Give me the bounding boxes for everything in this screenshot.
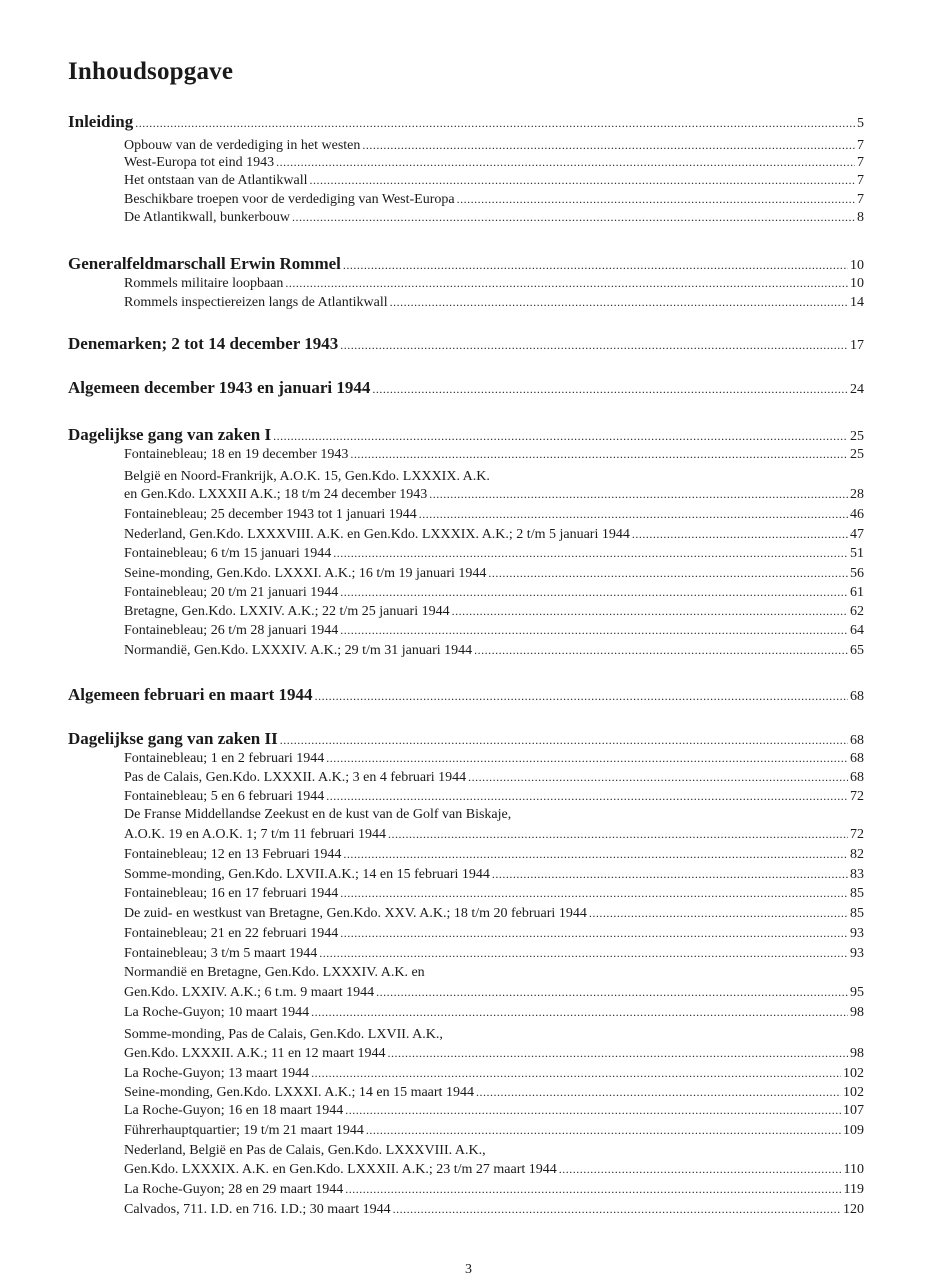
toc-entry-label: Pas de Calais, Gen.Kdo. LXXXII. A.K.; 3 en 4 februari 1944: [124, 770, 467, 785]
toc-entry-page: 7: [857, 192, 864, 207]
toc-entry: [124, 926, 864, 942]
dot-leader: [350, 447, 848, 462]
toc-entry: [124, 1103, 864, 1119]
toc-entry-label: De zuid- en westkust van Bretagne, Gen.Kdo. XXV. A.K.; 18 t/m 20 februari 1944: [124, 906, 587, 921]
toc-entry-page: 68: [850, 689, 864, 704]
toc-entry-page: 64: [850, 623, 864, 638]
toc-entry: [124, 985, 864, 1001]
dot-leader: [376, 985, 848, 1000]
dot-leader: [343, 847, 848, 862]
dot-leader: [345, 1182, 841, 1197]
toc-entry-label: en Gen.Kdo. LXXXII A.K.; 18 t/m 24 december 1943: [124, 487, 428, 502]
toc-entry: [124, 192, 864, 208]
toc-entry-page: 85: [850, 886, 864, 901]
toc-entry: [124, 643, 864, 659]
toc-entry-label: Seine-monding, Gen.Kdo. LXXXI. A.K.; 14 en 15 maart 1944: [124, 1085, 474, 1100]
dot-leader: [326, 751, 848, 766]
dot-leader: [285, 276, 848, 291]
toc-entry-label: Inleiding: [68, 112, 134, 131]
toc-entry-page: 14: [850, 295, 864, 310]
dot-leader: [340, 926, 848, 941]
toc-entry: [124, 807, 864, 823]
toc-entry-page: 120: [843, 1202, 864, 1217]
toc-entry-page: 7: [857, 173, 864, 188]
dot-leader: [388, 1046, 848, 1061]
toc-section-entry: [68, 378, 864, 398]
toc-entry-label: Fontainebleau; 25 december 1943 tot 1 januari 1944: [124, 507, 417, 522]
toc-entry-label: Fontainebleau; 3 t/m 5 maart 1944: [124, 946, 318, 961]
toc-entry-label: Fontainebleau; 21 en 22 februari 1944: [124, 926, 339, 941]
dot-leader: [319, 946, 848, 961]
toc-entry: [124, 546, 864, 562]
toc-entry-page: 107: [843, 1103, 864, 1118]
dot-leader: [393, 1202, 841, 1217]
toc-entry: [124, 1182, 864, 1198]
toc-entry-label: Gen.Kdo. LXXXIX. A.K. en Gen.Kdo. LXXXII. A.K.; 23 t/m 27 maart 1944: [124, 1162, 557, 1177]
toc-entry-label: Fontainebleau; 5 en 6 februari 1944: [124, 789, 325, 804]
toc-entry: [124, 295, 864, 311]
toc-entry-label: De Atlantikwall, bunkerbouw: [124, 210, 291, 225]
toc-entry: [124, 566, 864, 582]
toc-entry: [124, 1202, 864, 1218]
toc-entry-label: Nederland, Gen.Kdo. LXXXVIII. A.K. en Gen.Kdo. LXXXIX. A.K.; 2 t/m 5 januari 1944: [124, 527, 630, 542]
toc-entry-label: Fontainebleau; 20 t/m 21 januari 1944: [124, 585, 339, 600]
toc-section-entry: [68, 254, 864, 274]
toc-entry-label: Seine-monding, Gen.Kdo. LXXXI. A.K.; 16 t/m 19 januari 1944: [124, 566, 487, 581]
dot-leader: [388, 827, 848, 842]
toc-section-entry: [68, 685, 864, 705]
dot-leader: [468, 770, 848, 785]
toc-entry-page: 17: [850, 338, 864, 353]
toc-entry-page: 95: [850, 985, 864, 1000]
toc-entry-page: 61: [850, 585, 864, 600]
toc-entry-page: 46: [850, 507, 864, 522]
dot-leader: [452, 604, 848, 619]
toc-entry-label: België en Noord-Frankrijk, A.O.K. 15, Gen.Kdo. LXXXIX. A.K.: [124, 469, 490, 484]
dot-leader: [429, 487, 848, 502]
toc-entry-page: 93: [850, 926, 864, 941]
dot-leader: [273, 429, 848, 444]
toc-entry-page: 7: [857, 138, 864, 153]
toc-entry-label: Bretagne, Gen.Kdo. LXXIV. A.K.; 22 t/m 25 januari 1944: [124, 604, 450, 619]
toc-entry-label: Generalfeldmarschall Erwin Rommel: [68, 254, 341, 273]
toc-section-entry: [68, 729, 864, 749]
toc-entry-label: Normandië, Gen.Kdo. LXXXIV. A.K.; 29 t/m 31 januari 1944: [124, 643, 473, 658]
toc-entry: [124, 1005, 864, 1021]
toc-entry-label: Het ontstaan van de Atlantikwall: [124, 173, 308, 188]
toc-entry: [124, 1143, 864, 1159]
dot-leader: [345, 1103, 841, 1118]
toc-entry: [124, 447, 864, 463]
toc-entry: [124, 469, 864, 485]
dot-leader: [343, 258, 848, 273]
toc-entry-label: Algemeen december 1943 en januari 1944: [68, 378, 371, 397]
toc-entry-label: Normandië en Bretagne, Gen.Kdo. LXXXIV. A.K. en: [124, 965, 425, 980]
toc-entry: [124, 276, 864, 292]
toc-entry-page: 68: [850, 733, 864, 748]
dot-leader: [311, 1005, 848, 1020]
dot-leader: [492, 867, 848, 882]
dot-leader: [276, 155, 855, 170]
toc-entry: [124, 886, 864, 902]
toc-entry: [124, 527, 864, 543]
dot-leader: [333, 546, 848, 561]
toc-entry-page: 5: [857, 116, 864, 131]
toc-entry-page: 8: [857, 210, 864, 225]
dot-leader: [340, 585, 848, 600]
toc-entry-label: Dagelijkse gang van zaken II: [68, 729, 278, 748]
toc-entry-page: 25: [850, 447, 864, 462]
toc-entry-label: Dagelijkse gang van zaken I: [68, 425, 272, 444]
dot-leader: [457, 192, 855, 207]
toc-entry-label: Gen.Kdo. LXXIV. A.K.; 6 t.m. 9 maart 1944: [124, 985, 375, 1000]
toc-entry-page: 83: [850, 867, 864, 882]
dot-leader: [135, 116, 855, 131]
toc-entry-label: Calvados, 711. I.D. en 716. I.D.; 30 maart 1944: [124, 1202, 391, 1217]
toc-entry: [124, 946, 864, 962]
toc-entry-label: La Roche-Guyon; 16 en 18 maart 1944: [124, 1103, 344, 1118]
toc-entry: [124, 507, 864, 523]
toc-entry-page: 110: [843, 1162, 864, 1177]
toc-entry-page: 62: [850, 604, 864, 619]
toc-entry-page: 56: [850, 566, 864, 581]
toc-entry-page: 72: [850, 789, 864, 804]
toc-entry-page: 102: [843, 1066, 864, 1081]
toc-entry-page: 93: [850, 946, 864, 961]
toc-entry-page: 102: [843, 1085, 864, 1100]
dot-leader: [340, 338, 848, 353]
toc-entry: [124, 210, 864, 226]
toc-entry: [124, 1046, 864, 1062]
dot-leader: [419, 507, 848, 522]
toc-entry-page: 68: [850, 770, 864, 785]
toc-entry-label: La Roche-Guyon; 10 maart 1944: [124, 1005, 310, 1020]
toc-entry: [124, 138, 864, 154]
toc-entry-label: Algemeen februari en maart 1944: [68, 685, 313, 704]
dot-leader: [340, 623, 848, 638]
dot-leader: [326, 789, 848, 804]
toc-entry-page: 47: [850, 527, 864, 542]
toc-entry: [124, 867, 864, 883]
toc-entry-page: 68: [850, 751, 864, 766]
toc-section-entry: [68, 112, 864, 132]
dot-leader: [315, 689, 848, 704]
dot-leader: [292, 210, 855, 225]
dot-leader: [390, 295, 848, 310]
toc-entry-page: 109: [843, 1123, 864, 1138]
toc-entry: [124, 1066, 864, 1082]
toc-entry-label: West-Europa tot eind 1943: [124, 155, 275, 170]
toc-section-entry: [68, 425, 864, 445]
toc-entry: [124, 585, 864, 601]
dot-leader: [589, 906, 848, 921]
toc-entry-label: Fontainebleau; 26 t/m 28 januari 1944: [124, 623, 339, 638]
toc-entry-label: Denemarken; 2 tot 14 december 1943: [68, 334, 339, 353]
toc-entry: [124, 1123, 864, 1139]
toc-entry: [124, 604, 864, 620]
toc-entry-label: Fontainebleau; 12 en 13 Februari 1944: [124, 847, 342, 862]
toc-entry-label: Rommels militaire loopbaan: [124, 276, 284, 291]
toc-entry-label: Nederland, België en Pas de Calais, Gen.Kdo. LXXXVIII. A.K.,: [124, 1143, 486, 1158]
dot-leader: [280, 733, 848, 748]
dot-leader: [559, 1162, 842, 1177]
toc-entry-label: Rommels inspectiereizen langs de Atlantikwall: [124, 295, 388, 310]
toc-entry-label: Fontainebleau; 18 en 19 december 1943: [124, 447, 349, 462]
toc-entry: [124, 751, 864, 767]
toc-entry-label: Gen.Kdo. LXXXII. A.K.; 11 en 12 maart 1944: [124, 1046, 386, 1061]
toc-entry-page: 10: [850, 258, 864, 273]
toc-entry-label: Beschikbare troepen voor de verdediging van West-Europa: [124, 192, 455, 207]
toc-entry-page: 25: [850, 429, 864, 444]
toc-entry: [124, 965, 864, 981]
toc-entry-page: 7: [857, 155, 864, 170]
toc-entry-page: 82: [850, 847, 864, 862]
toc-entry: [124, 155, 864, 171]
dot-leader: [310, 173, 855, 188]
toc-entry-page: 72: [850, 827, 864, 842]
dot-leader: [362, 138, 855, 153]
toc-section-entry: [68, 334, 864, 354]
toc-entry-page: 51: [850, 546, 864, 561]
toc-entry-page: 24: [850, 382, 864, 397]
toc-entry: [124, 1027, 864, 1043]
dot-leader: [366, 1123, 841, 1138]
dot-leader: [372, 382, 848, 397]
toc-entry-label: Fontainebleau; 16 en 17 februari 1944: [124, 886, 339, 901]
toc-entry-label: La Roche-Guyon; 28 en 29 maart 1944: [124, 1182, 344, 1197]
dot-leader: [632, 527, 848, 542]
page-title: Inhoudsopgave: [68, 58, 234, 85]
toc-entry: [124, 847, 864, 863]
toc-entry-page: 65: [850, 643, 864, 658]
toc-entry: [124, 906, 864, 922]
toc-entry-label: La Roche-Guyon; 13 maart 1944: [124, 1066, 310, 1081]
dot-leader: [311, 1066, 841, 1081]
toc-entry-label: Somme-monding, Gen.Kdo. LXVII.A.K.; 14 en 15 februari 1944: [124, 867, 490, 882]
toc-entry: [124, 770, 864, 786]
toc-entry-label: Fontainebleau; 1 en 2 februari 1944: [124, 751, 325, 766]
toc-entry-page: 85: [850, 906, 864, 921]
dot-leader: [474, 643, 848, 658]
page-number: 3: [465, 1262, 472, 1277]
toc-entry-label: Opbouw van de verdediging in het westen: [124, 138, 361, 153]
toc-entry: [124, 1162, 864, 1178]
dot-leader: [488, 566, 848, 581]
toc-entry: [124, 789, 864, 805]
toc-entry-label: Führerhauptquartier; 19 t/m 21 maart 1944: [124, 1123, 364, 1138]
dot-leader: [476, 1085, 841, 1100]
toc-entry: [124, 487, 864, 503]
toc-entry: [124, 173, 864, 189]
toc-entry-page: 98: [850, 1005, 864, 1020]
toc-entry-label: De Franse Middellandse Zeekust en de kust van de Golf van Biskaje,: [124, 807, 512, 822]
toc-entry-page: 28: [850, 487, 864, 502]
toc-entry: [124, 1085, 864, 1101]
toc-entry: [124, 827, 864, 843]
toc-entry-label: Somme-monding, Pas de Calais, Gen.Kdo. LXVII. A.K.,: [124, 1027, 443, 1042]
toc-entry-page: 98: [850, 1046, 864, 1061]
toc-entry-label: A.O.K. 19 en A.O.K. 1; 7 t/m 11 februari 1944: [124, 827, 386, 842]
toc-entry: [124, 623, 864, 639]
toc-entry-page: 10: [850, 276, 864, 291]
toc-entry-page: 119: [843, 1182, 864, 1197]
toc-entry-label: Fontainebleau; 6 t/m 15 januari 1944: [124, 546, 332, 561]
dot-leader: [340, 886, 848, 901]
